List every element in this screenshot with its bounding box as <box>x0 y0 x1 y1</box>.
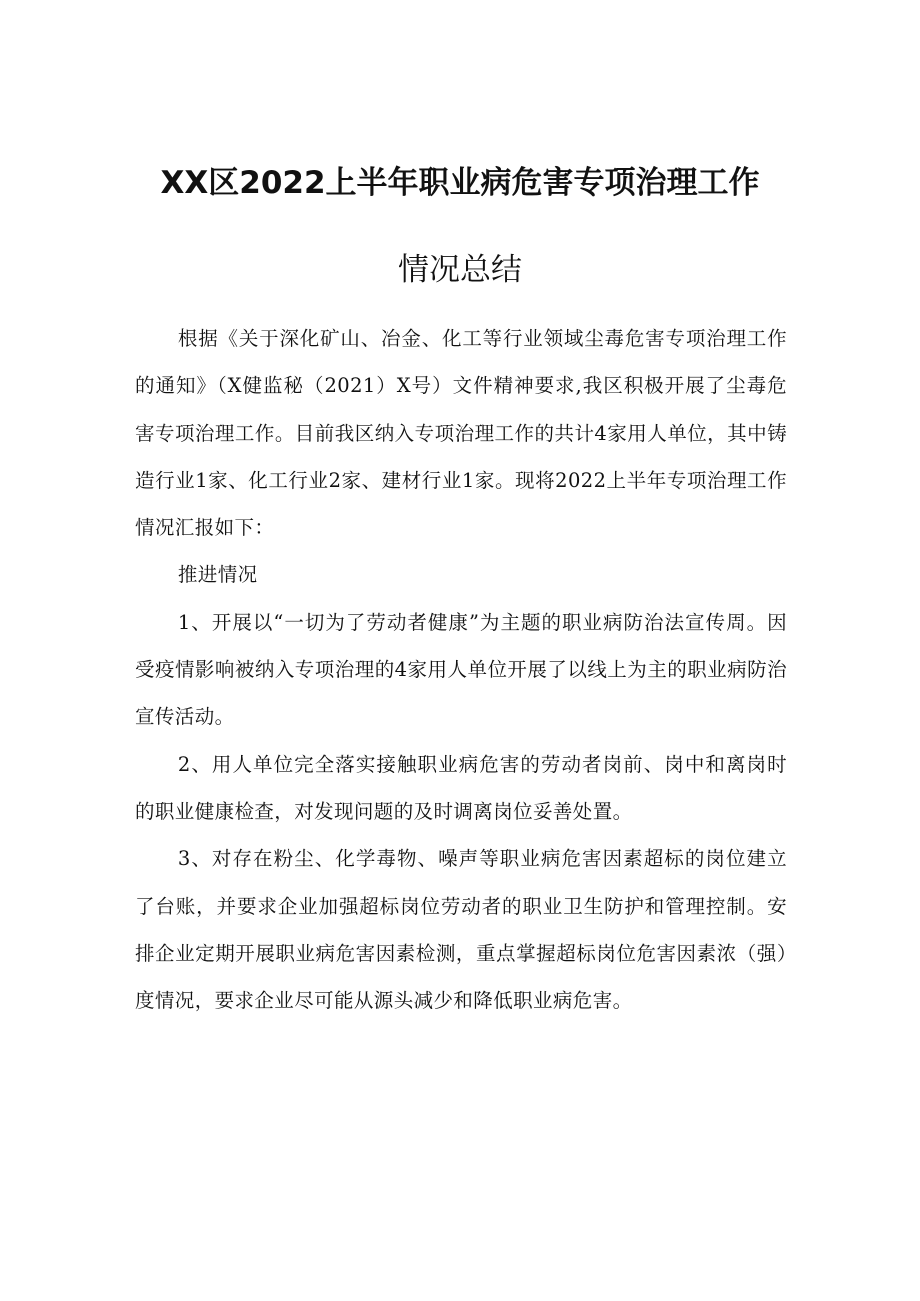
document-title: XX区2022上半年职业病危害专项治理工作 <box>160 165 760 201</box>
document-subtitle: 情况总结 <box>398 252 522 288</box>
intro-paragraph: 根据《关于深化矿山、冶金、化工等行业领域尘毒危害专项治理工作的通知》（X健监秘（2021）X号）文件精神要求,我区积极开展了尘毒危害专项治理工作。目前我区纳入专项治理工作的共计4家用人单位，其中铸造行业1家、化工行业2家、建材行业1家。现将2022上半年专项治理工作情况汇报如下： <box>135 327 787 540</box>
document-body <box>135 315 787 1024</box>
progress-item-2: 2、用人单位完全落实接触职业病危害的劳动者岗前、岗中和离岗时的职业健康检查，对发现问题的及时调离岗位妥善处置。 <box>135 752 787 823</box>
progress-item-3: 3、对存在粉尘、化学毒物、噪声等职业病危害因素超标的岗位建立了台账，并要求企业加强超标岗位劳动者的职业卫生防护和管理控制。安排企业定期开展职业病危害因素检测，重点掌握超标岗位危害因素浓（强）度情况，要求企业尽可能从源头减少和降低职业病危害。 <box>135 847 787 1013</box>
section-heading-progress: 推进情况 <box>177 563 258 587</box>
progress-item-1: 1、开展以“一切为了劳动者健康”为主题的职业病防治法宣传周。因受疫情影响被纳入专项治理的4家用人单位开展了以线上为主的职业病防治宣传活动。 <box>135 610 787 729</box>
